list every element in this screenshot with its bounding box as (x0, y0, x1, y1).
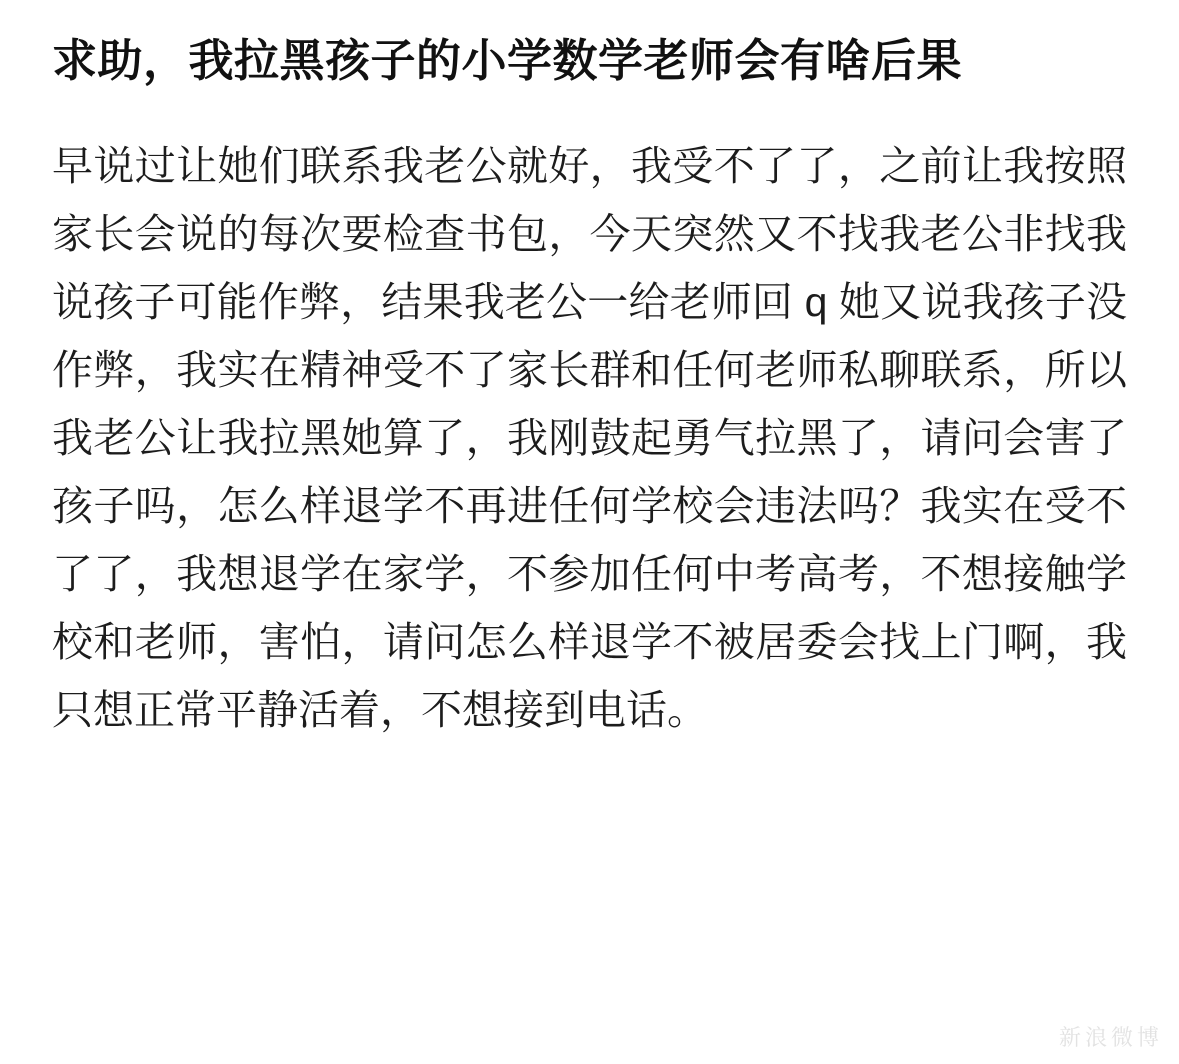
post-body-text: 早说过让她们联系我老公就好，我受不了了，之前让我按照家长会说的每次要检查书包，今天突然又不找我老公非找我说孩子可能作弊，结果我老公一给老师回 q 她又说我孩子没作弊，我实在精神受不了家长群和任何老师私聊联系，所以我老公让我拉黑她算了，我刚鼓起勇气拉黑了，请问会害了孩子吗，怎么样退学不再进任何学校会违法吗？我实在受不了了，我想退学在家学，不参加任何中考高考，不想接触学校和老师，害怕，请问怎么样退学不被居委会找上门啊，我只想正常平静活着，不想接到电话。 (52, 143, 1127, 734)
page-title: 求助，我拉黑孩子的小学数学老师会有啥后果 (52, 35, 963, 86)
watermark-label: 新浪微博 (1058, 1025, 1163, 1050)
